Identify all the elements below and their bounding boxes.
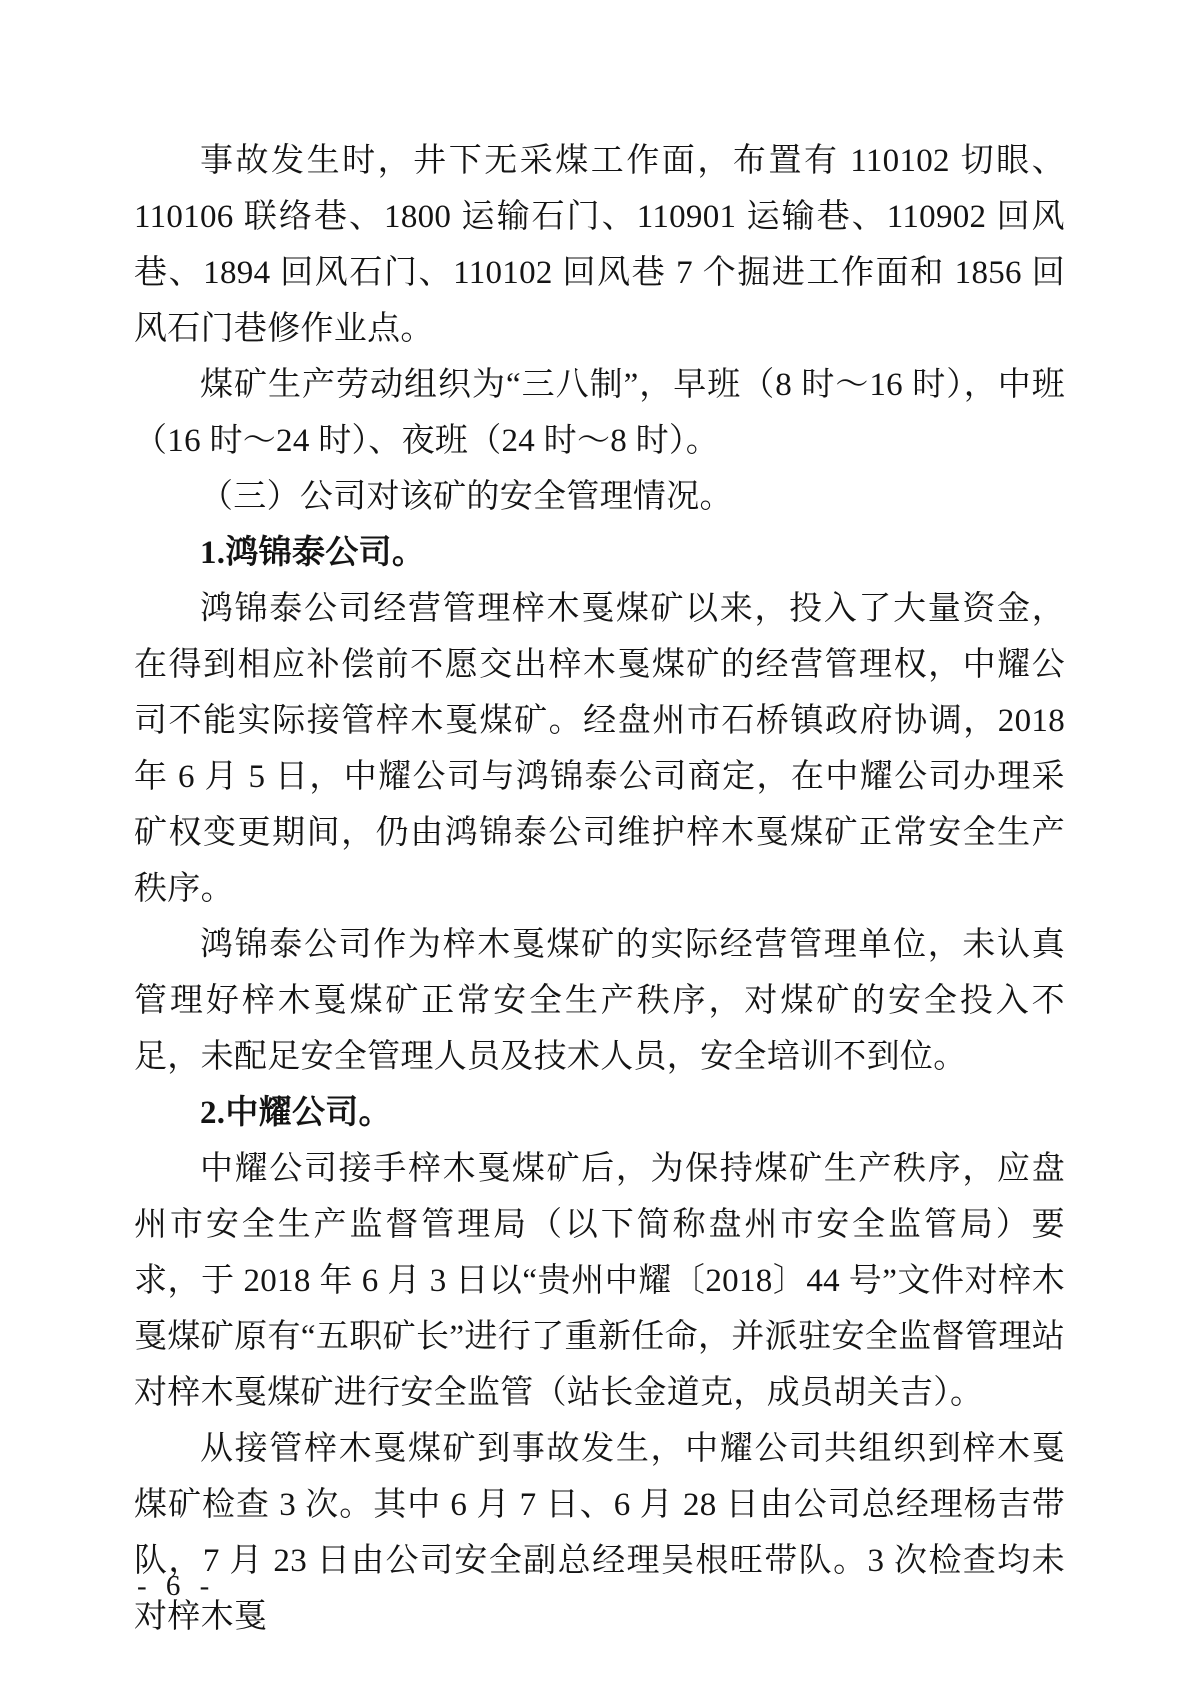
subsection-heading-hongjintai-company: 1.鸿锦泰公司。 xyxy=(200,535,426,571)
section-heading-company-safety-management: （三）公司对该矿的安全管理情况。 xyxy=(200,479,733,515)
paragraph-hongjintai-management: 鸿锦泰公司经营管理梓木戛煤矿以来，投入了大量资金，在得到相应补偿前不愿交出梓木戛煤矿的经营管理权，中耀公司不能实际接管梓木戛煤矿。经盘州市石桥镇政府协调，2018 年 6 月 5 日，中耀公司与鸿锦泰公司商定，在中耀公司办理采矿权变更期间，仍由鸿锦泰公司维护梓木戛煤矿正常安全生产秩序。 xyxy=(134,591,1065,907)
paragraph-shift-schedule: 煤矿生产劳动组织为“三八制”，早班（8 时～16 时），中班（16 时～24 时）、夜班（24 时～8 时）。 xyxy=(134,367,1065,459)
paragraph-hongjintai-deficiency: 鸿锦泰公司作为梓木戛煤矿的实际经营管理单位，未认真管理好梓木戛煤矿正常安全生产秩序，对煤矿的安全投入不足，未配足安全管理人员及技术人员，安全培训不到位。 xyxy=(134,927,1065,1075)
subsection-heading-zhongyao-company: 2.中耀公司。 xyxy=(200,1095,392,1131)
paragraph-zhongyao-inspections: 从接管梓木戛煤矿到事故发生，中耀公司共组织到梓木戛煤矿检查 3 次。其中 6 月 7 日、6 月 28 日由公司总经理杨吉带队，7 月 23 日由公司安全副总经理吴根旺带队。3 次检查均未对梓木戛 xyxy=(134,1431,1065,1635)
paragraph-work-faces: 事故发生时，井下无采煤工作面，布置有 110102 切眼、110106 联络巷、1800 运输石门、110901 运输巷、110902 回风巷、1894 回风石门、110102 回风巷 7 个掘进工作面和 1856 回风石门巷修作业点。 xyxy=(134,143,1065,347)
page-number: - 6 - xyxy=(137,1570,216,1602)
paragraph-zhongyao-takeover: 中耀公司接手梓木戛煤矿后，为保持煤矿生产秩序，应盘州市安全生产监督管理局（以下简称盘州市安全监管局）要求，于 2018 年 6 月 3 日以“贵州中耀〔2018〕44 号”文件对梓木戛煤矿原有“五职矿长”进行了重新任命，并派驻安全监督管理站对梓木戛煤矿进行安全监管（站长金道克，成员胡关吉）。 xyxy=(134,1151,1065,1411)
document-content xyxy=(134,133,1065,1645)
